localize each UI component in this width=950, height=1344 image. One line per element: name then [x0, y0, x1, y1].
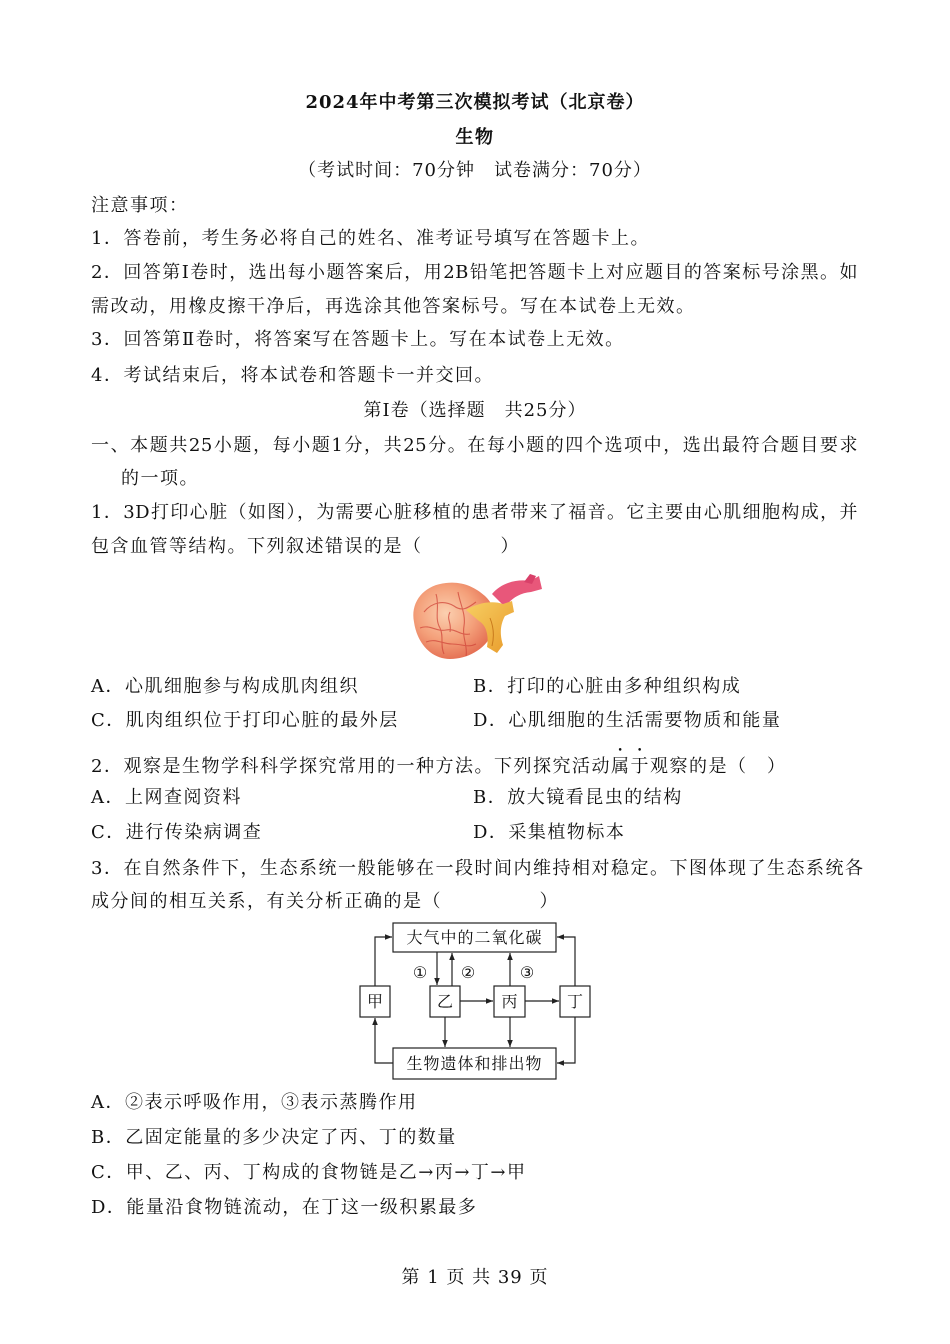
q2-stem-emphasis: 属于 [610, 756, 650, 777]
q1-option-d: D．心肌细胞的生活需要物质和能量 [473, 710, 782, 731]
arrow-remains-to-jia [375, 1018, 393, 1063]
exam-info: （考试时间：70分钟 试卷满分：70分） [298, 160, 652, 181]
heart-3d-print-image [406, 572, 548, 664]
q2-stem-after: 观察的是（ ） [649, 756, 787, 777]
section-intro-line-1: 一、本题共25小题，每小题1分，共25分。在每小题的四个选项中，选出最符合题目要求 [91, 435, 858, 456]
yi-label: 乙 [436, 992, 454, 1011]
q1-option-c: C．肌肉组织位于打印心脏的最外层 [91, 710, 399, 731]
section-intro-line-2: 的一项。 [121, 468, 199, 489]
arrow-jia-to-co2 [375, 937, 392, 986]
exam-title: 2024年中考第三次模拟考试（北京卷） [305, 92, 645, 113]
notes-heading: 注意事项： [91, 195, 189, 216]
jia-label: 甲 [366, 992, 384, 1011]
q1-option-a: A．心肌细胞参与构成肌肉组织 [91, 676, 359, 697]
q3-option-d: D．能量沿食物链流动，在丁这一级积累最多 [91, 1197, 478, 1218]
remains-label: 生物遗体和排出物 [406, 1054, 543, 1073]
q2-stem [91, 746, 786, 779]
ding-label: 丁 [566, 992, 584, 1011]
q1-stem-line-2: 包含血管等结构。下列叙述错误的是（ ） [91, 536, 520, 557]
note-item-3: 3．回答第Ⅱ卷时，将答案写在答题卡上。写在本试卷上无效。 [91, 329, 625, 350]
q2-option-a: A．上网查阅资料 [91, 787, 242, 808]
note-item-1: 1．答卷前，考生务必将自己的姓名、准考证号填写在答题卡上。 [91, 228, 650, 249]
q3-option-c: C．甲、乙、丙、丁构成的食物链是乙→丙→丁→甲 [91, 1162, 527, 1183]
q3-option-a: A．②表示呼吸作用，③表示蒸腾作用 [91, 1092, 418, 1113]
arrow-ding-to-co2 [557, 937, 575, 986]
section-title: 第Ⅰ卷（选择题 共25分） [363, 400, 587, 421]
q2-option-c: C．进行传染病调查 [91, 822, 263, 843]
note-item-2-line-2: 需改动，用橡皮擦干净后，再选涂其他答案标号。写在本试卷上无效。 [91, 296, 696, 317]
note-item-2-line-1: 2．回答第Ⅰ卷时，选出每小题答案后，用2B铅笔把答题卡上对应题目的答案标号涂黑。如 [91, 262, 858, 283]
page-footer: 第 1 页 共 39 页 [401, 1267, 549, 1288]
subject-title: 生物 [455, 127, 495, 148]
arrow-ding-to-remains [557, 1017, 575, 1063]
q3-stem-line-1: 3．在自然条件下，生态系统一般能够在一段时间内维持相对稳定。下图体现了生态系统各 [91, 858, 865, 879]
process-label-2: ② [460, 963, 476, 982]
q2-stem-before: 2．观察是生物学科科学探究常用的一种方法。下列探究活动 [91, 756, 611, 777]
co2-label: 大气中的二氧化碳 [406, 928, 543, 947]
q3-stem-line-2: 成分间的相互关系，有关分析正确的是（ ） [91, 891, 559, 912]
q3-option-b: B．乙固定能量的多少决定了丙、丁的数量 [91, 1127, 457, 1148]
q2-option-b: B．放大镜看昆虫的结构 [473, 787, 683, 808]
q1-stem-line-1: 1．3D打印心脏（如图），为需要心脏移植的患者带来了福音。它主要由心肌细胞构成，并 [91, 502, 858, 523]
bing-label: 丙 [501, 992, 518, 1011]
q2-option-d: D．采集植物标本 [473, 822, 626, 843]
process-label-3: ③ [519, 963, 535, 982]
q1-option-b: B．打印的心脏由多种组织构成 [473, 676, 742, 697]
ecosystem-diagram [355, 918, 595, 1084]
note-item-4: 4．考试结束后，将本试卷和答题卡一并交回。 [91, 365, 494, 386]
process-label-1: ① [412, 963, 428, 982]
